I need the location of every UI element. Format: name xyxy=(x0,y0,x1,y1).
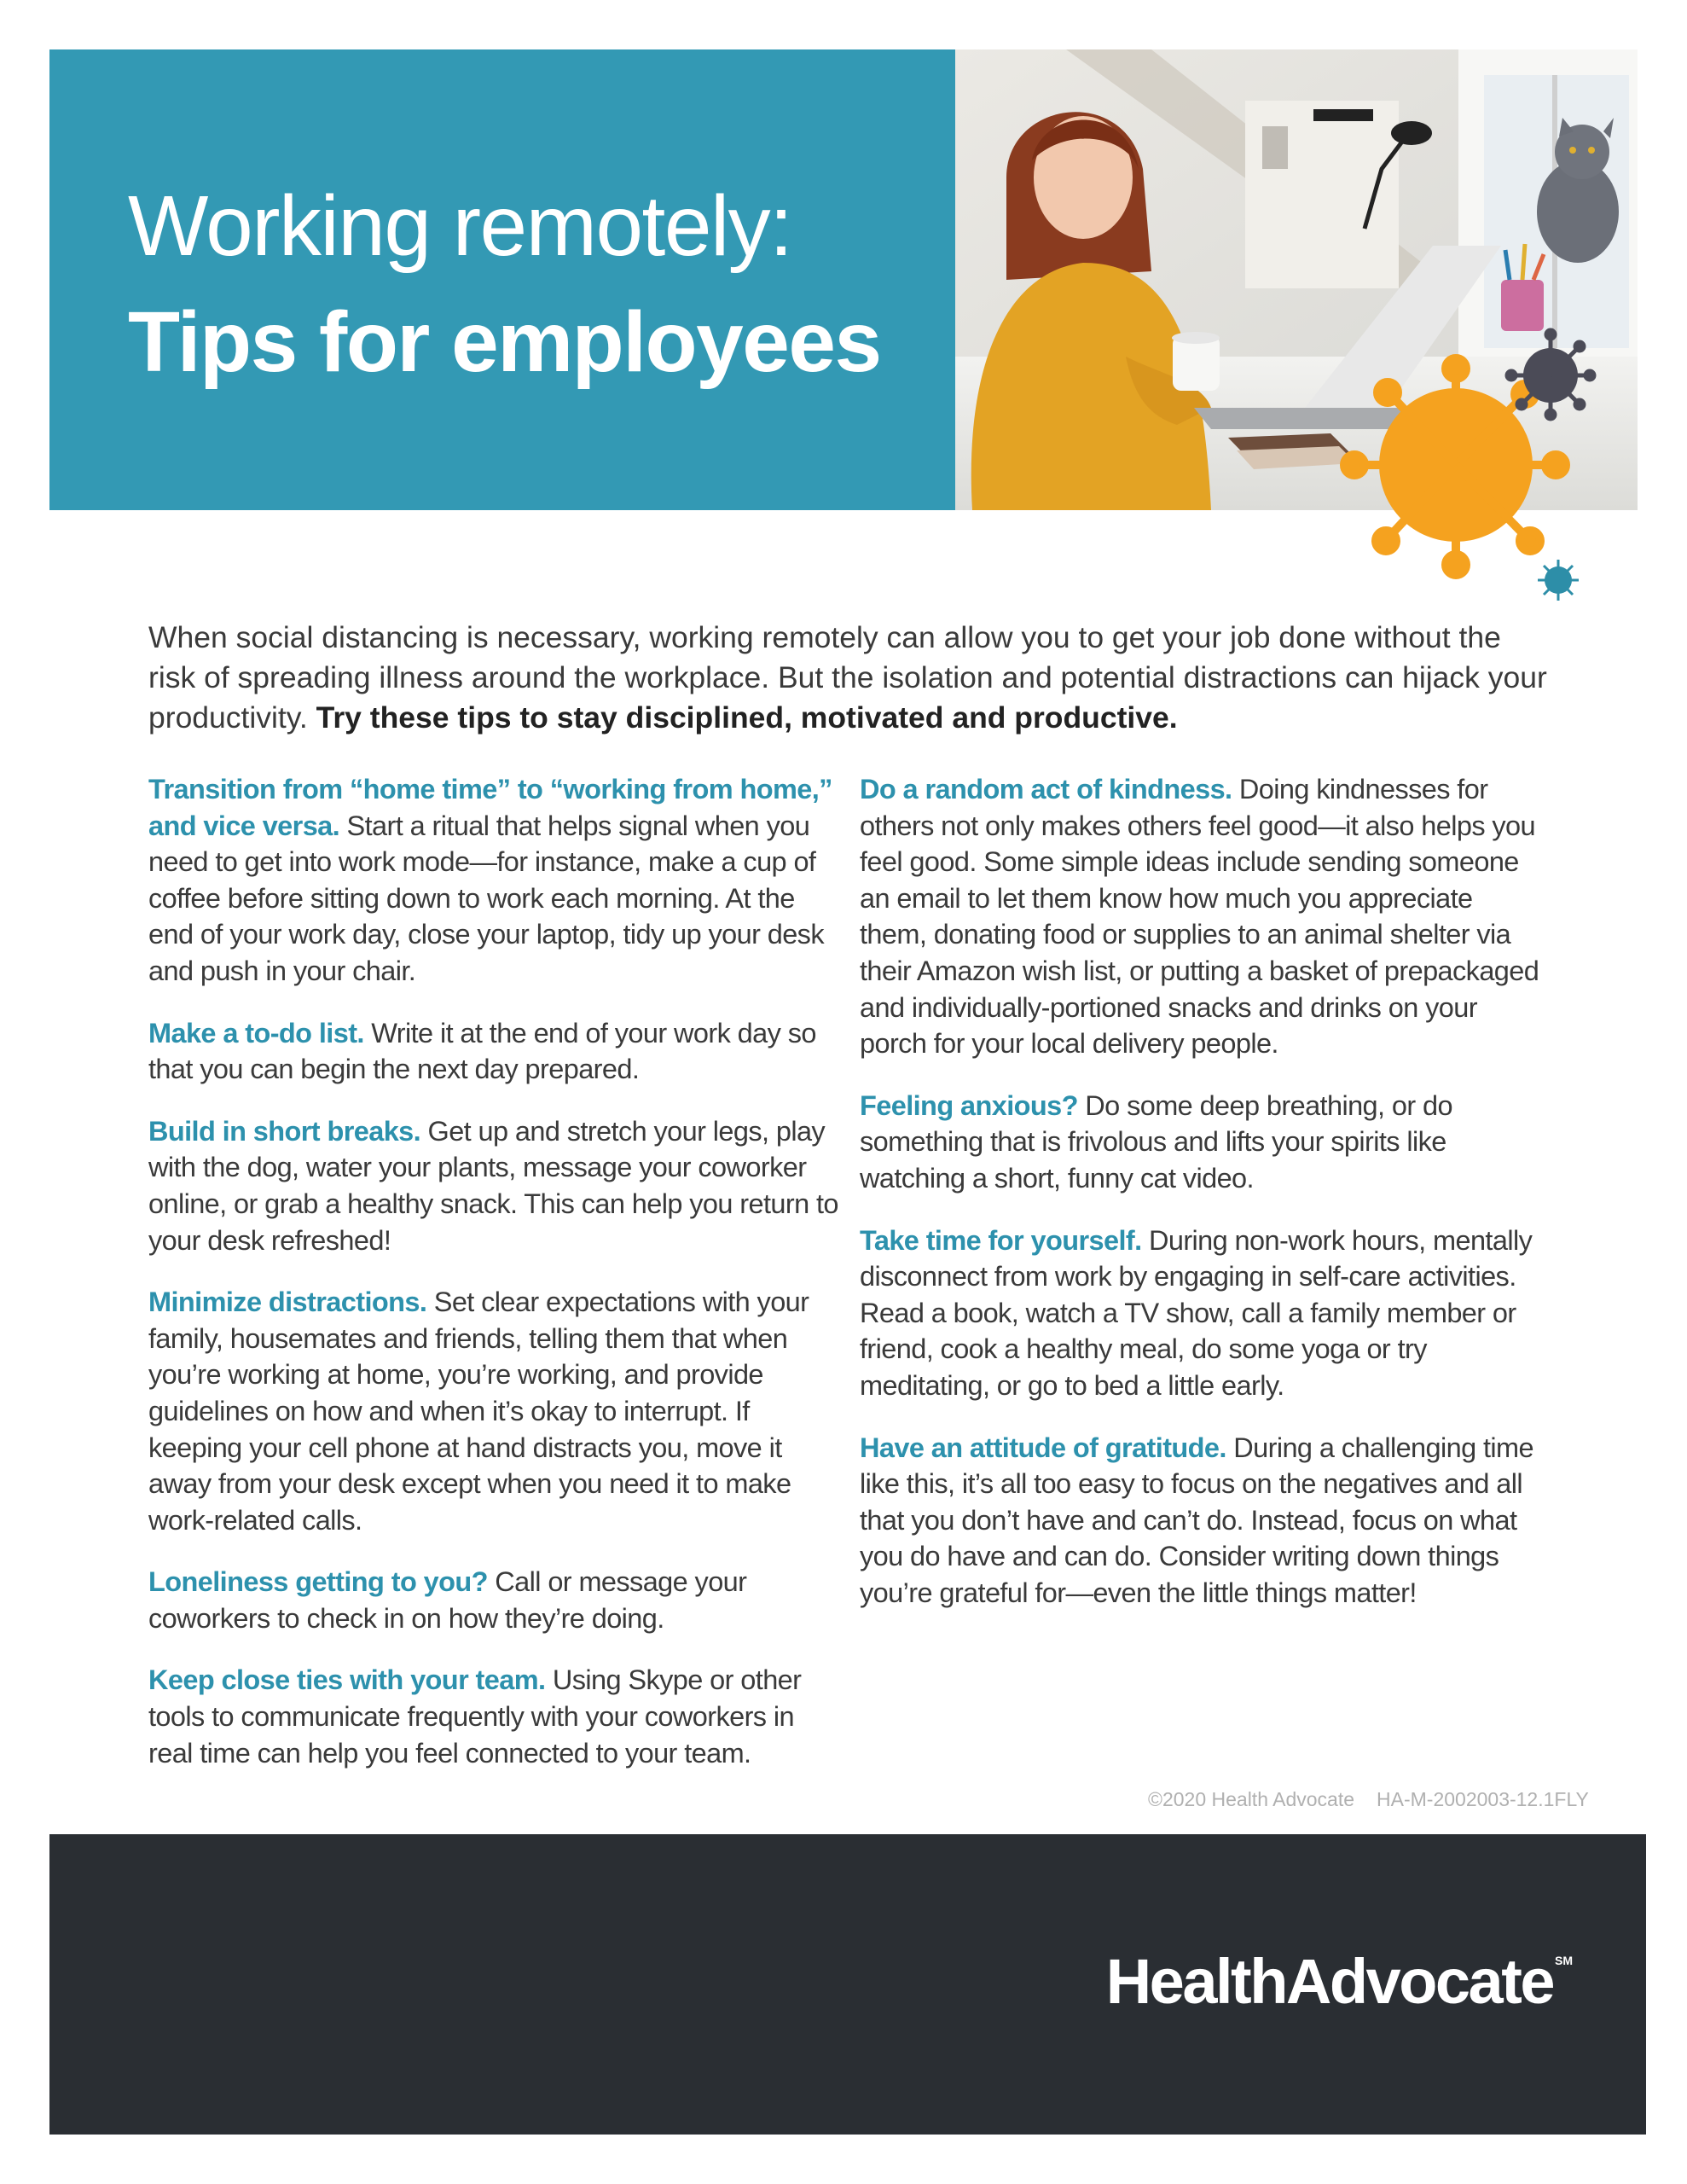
intro-paragraph xyxy=(148,618,1547,738)
copyright-line xyxy=(1148,1788,1638,1811)
tip-time-for-yourself xyxy=(860,1223,1542,1404)
tip-heading: Keep close ties with your team. xyxy=(148,1664,546,1696)
tip-body: Start a ritual that helps signal when you need to get into work mode—for instance, make a cup of coffee before sitting down to work each morning. At the end of your work day, close your laptop, tidy up your desk and push in your chair. xyxy=(148,810,824,986)
tip-heading: Do a random act of kindness. xyxy=(860,774,1232,804)
right-column xyxy=(860,771,1542,1636)
left-column xyxy=(148,771,839,1797)
tip-body: During a challenging time like this, it’s all too easy to focus on the negatives and all that you don’t have and can’t do. Instead, focus on what you do have and can do. Consider writing down things you’re grateful for—even the little things matter! xyxy=(860,1432,1533,1608)
document-code: HA-M-2002003-12.1FLY xyxy=(1377,1788,1589,1810)
intro-bold-text: Try these tips to stay disciplined, motivated and productive. xyxy=(316,700,1178,735)
tip-body: Using Skype or other tools to communicate frequently with your coworkers in real time can help you feel connected to your team. xyxy=(148,1664,802,1769)
tip-to-do-list xyxy=(148,1015,839,1088)
tip-loneliness xyxy=(148,1564,839,1636)
tip-gratitude xyxy=(860,1430,1542,1612)
tip-heading: Feeling anxious? xyxy=(860,1089,1078,1121)
title-line-1: Working remotely: xyxy=(128,178,792,274)
tip-heading: Loneliness getting to you? xyxy=(148,1566,488,1598)
dark-germ-icon xyxy=(1507,330,1594,419)
tip-body: Write it at the end of your work day so that you can begin the next day prepared. xyxy=(148,1017,816,1085)
tip-transition xyxy=(148,771,839,990)
health-advocate-logo xyxy=(1106,1945,1573,2018)
tip-heading: Build in short breaks. xyxy=(148,1115,421,1147)
tip-minimize-distractions xyxy=(148,1284,839,1538)
tip-short-breaks xyxy=(148,1113,839,1258)
tip-anxious xyxy=(860,1088,1542,1197)
logo-text: HealthAdvocate xyxy=(1105,1946,1553,2017)
tip-heading: Take time for yourself. xyxy=(860,1224,1142,1256)
copyright-text: ©2020 Health Advocate xyxy=(1148,1788,1355,1810)
title-line-2: Tips for employees xyxy=(128,294,881,390)
tip-body: Do some deep breathing, or do something that is frivolous and lifts your spirits like watching a short, funny cat video. xyxy=(860,1089,1452,1194)
footer-bar xyxy=(49,1834,1646,2135)
tip-heading: Make a to-do list. xyxy=(148,1017,364,1048)
tip-body: Call or message your coworkers to check in on how they’re doing. xyxy=(148,1566,747,1634)
small-germ-icon xyxy=(1538,560,1579,601)
tip-body: Get up and stretch your legs, play with the dog, water your plants, message your coworker online, or grab a healthy snack. This can help you return to your desk refreshed! xyxy=(148,1115,838,1256)
tip-kindness xyxy=(860,771,1542,1062)
tip-heading: Have an attitude of gratitude. xyxy=(860,1432,1226,1463)
title-banner xyxy=(49,49,955,510)
tip-heading: Transition from “home time” to “working from home,” and vice versa. xyxy=(148,774,832,841)
germ-graphic xyxy=(1339,324,1603,614)
tip-team-ties xyxy=(148,1662,839,1771)
tip-heading: Minimize distractions. xyxy=(148,1287,427,1318)
tip-body: During non-work hours, mentally disconnect from work by engaging in self-care activities. Read a book, watch a TV show, call a family member or friend, cook a healthy meal, do some yoga or try meditating, or go to bed a little early. xyxy=(860,1224,1533,1401)
tip-body: Doing kindnesses for others not only makes others feel good—it also helps you feel good. Some simple ideas include sending someone an email to let them know how much you appreciate them, donating food or supplies to an animal shelter via their Amazon wish list, or putting a basket of prepackaged and individually-portioned snacks and drinks on your porch for your local delivery people. xyxy=(860,774,1539,1060)
service-mark: SM xyxy=(1555,1954,1573,1967)
intro-text: When social distancing is necessary, working remotely can allow you to get your job done without the risk of spreading illness around the workplace. But the isolation and potential distractions can hijack your productivity. xyxy=(148,620,1547,735)
tip-body: Set clear expectations with your family, housemates and friends, telling them that when you’re working at home, you’re working, and provide guidelines on how and when it’s okay to interrupt. If keeping your cell phone at hand distracts you, move it away from your desk except when you need it to make work-related calls. xyxy=(148,1287,809,1536)
